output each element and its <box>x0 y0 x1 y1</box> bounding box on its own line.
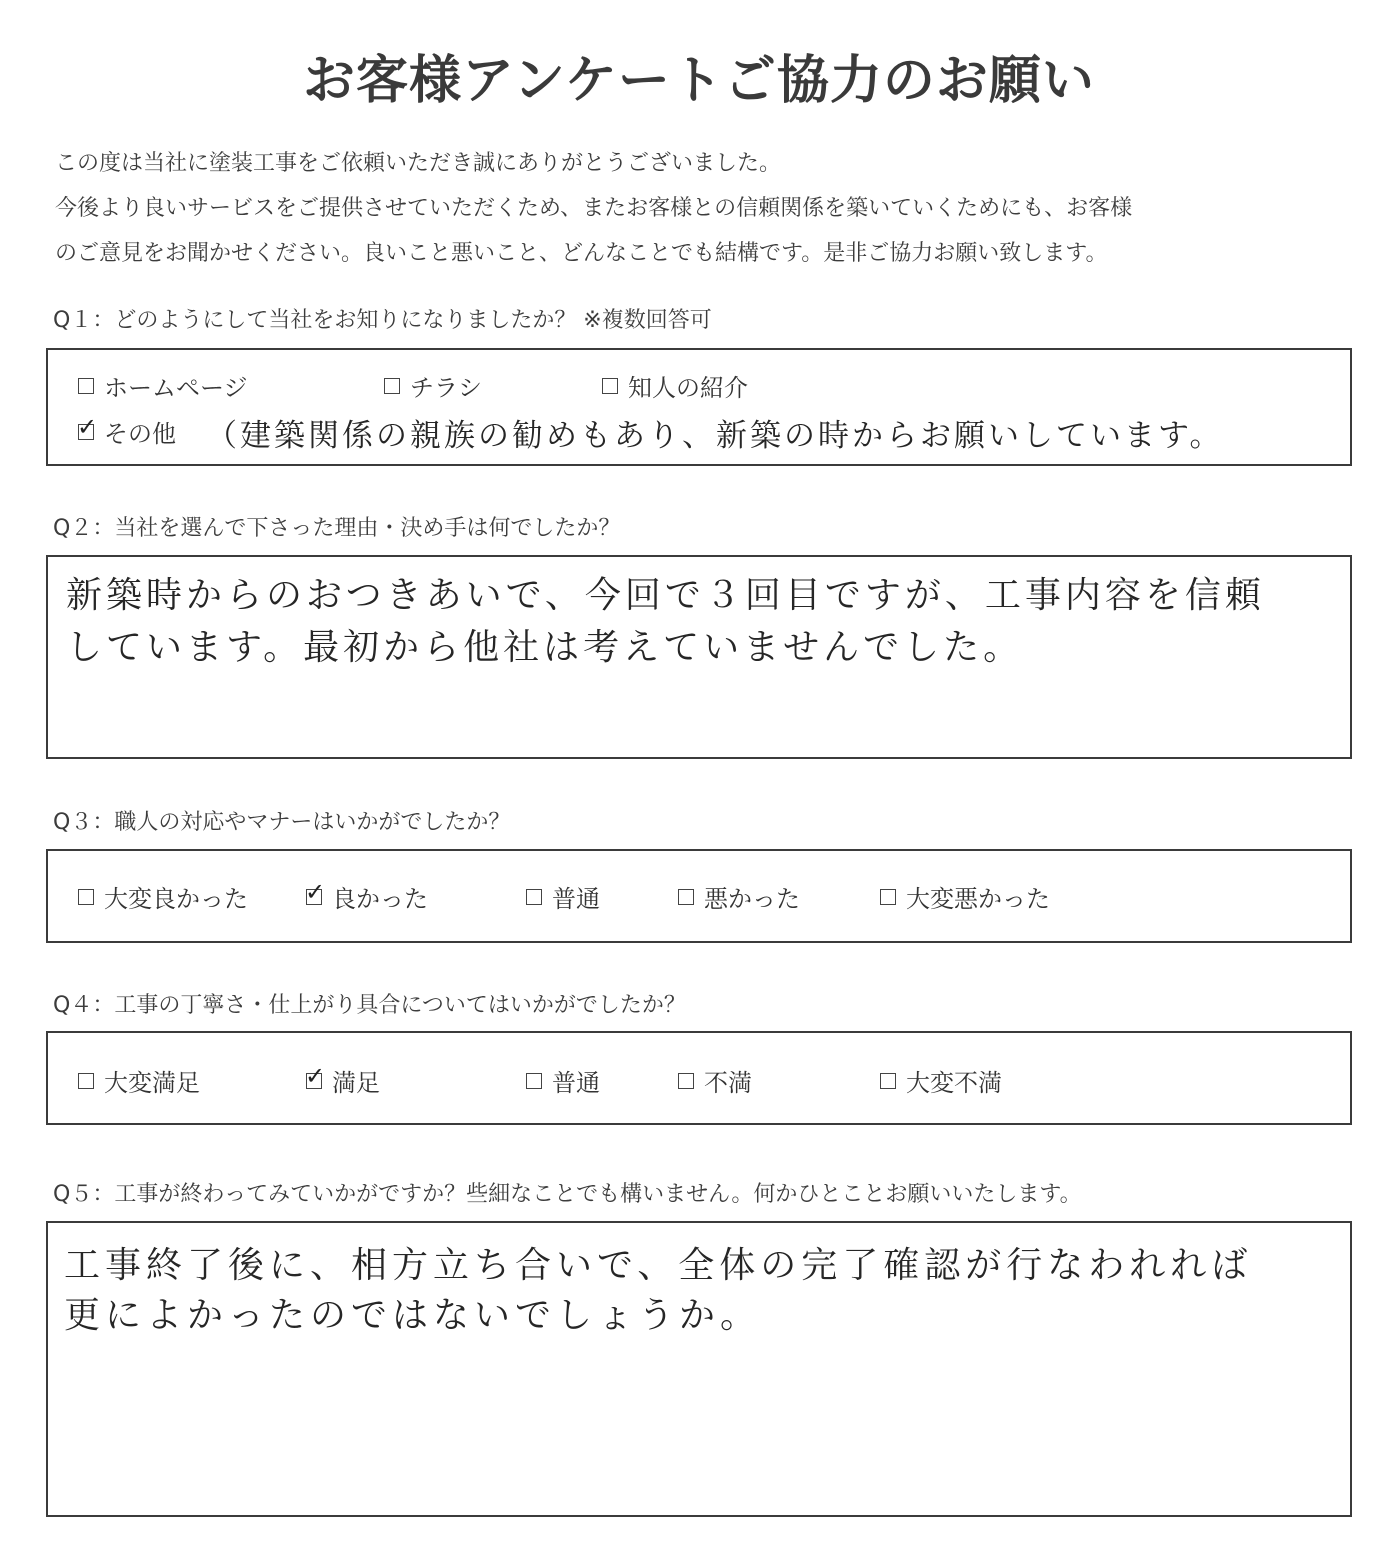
option-label: 満足 <box>332 1069 380 1097</box>
checkbox[interactable] <box>78 378 94 394</box>
option-label: 普通 <box>552 1069 600 1097</box>
checkbox[interactable] <box>78 889 94 905</box>
option-label: 大変不満 <box>906 1069 1002 1097</box>
page-title: お客様アンケートご協力のお願い <box>303 51 1095 111</box>
q4-option-very-satisfied[interactable] <box>78 1063 200 1098</box>
q3-option-bad[interactable] <box>678 879 800 914</box>
q5-label: Q５：工事が終わってみていかがですか？些細なことでも構いません。何かひとことお願いいたします。 <box>53 1182 1082 1207</box>
q4-label: Q４：工事の丁寧さ・仕上がり具合についてはいかがでしたか？ <box>53 993 686 1018</box>
intro-line-2: 今後より良いサービスをご提供させていただくため、またお客様との信頼関係を築いていくためにも、お客様 <box>55 196 1133 221</box>
q2-label: Q２：当社を選んで下さった理由・決め手は何でしたか？ <box>53 516 621 541</box>
q2-handwritten-line-2: しています。最初から他社は考えていませんでした。 <box>66 627 1024 668</box>
q4-answer-box <box>46 1031 1352 1125</box>
q1-option-referral[interactable] <box>602 368 748 403</box>
checkbox[interactable] <box>78 1073 94 1089</box>
q2-handwritten-line-1: 新築時からのおつきあいで、今回で３回目ですが、工事内容を信頼 <box>66 575 1265 616</box>
q3-answer-box <box>46 849 1352 943</box>
checkbox[interactable] <box>880 889 896 905</box>
checkbox[interactable] <box>526 1073 542 1089</box>
option-label: 大変悪かった <box>906 885 1050 913</box>
q1-other-handwritten-answer: （建築関係の親族の勧めもあり、新築の時からお願いしています。 <box>206 418 1224 454</box>
q1-option-other[interactable] <box>78 414 176 449</box>
checkbox[interactable] <box>384 378 400 394</box>
checkbox[interactable] <box>305 1061 326 1090</box>
checkbox[interactable] <box>880 1073 896 1089</box>
q5-answer-box <box>46 1221 1352 1517</box>
option-label: 大変良かった <box>104 885 248 913</box>
check-mark-icon: ✓ <box>77 412 98 441</box>
q3-label: Q３：職人の対応やマナーはいかがでしたか？ <box>53 810 511 835</box>
option-label: ホームページ <box>104 374 248 402</box>
check-mark-icon: ✓ <box>305 877 326 906</box>
q2-answer-box <box>46 555 1352 759</box>
option-label: 良かった <box>332 885 428 913</box>
option-label: チラシ <box>410 374 482 402</box>
q1-option-flyer[interactable] <box>384 368 482 403</box>
checkbox[interactable] <box>678 1073 694 1089</box>
option-label: その他 <box>104 420 176 448</box>
checkbox[interactable] <box>602 378 618 394</box>
check-mark-icon: ✓ <box>305 1061 326 1090</box>
intro-line-1: この度は当社に塗装工事をご依頼いただき誠にありがとうございました。 <box>55 151 782 176</box>
q3-option-very-bad[interactable] <box>880 879 1050 914</box>
q3-option-average[interactable] <box>526 879 600 914</box>
q5-handwritten-line-2: 更によかったのではないでしょうか。 <box>64 1295 762 1336</box>
q1-option-homepage[interactable] <box>78 368 248 403</box>
option-label: 悪かった <box>704 885 800 913</box>
q3-option-very-good[interactable] <box>78 879 248 914</box>
q4-option-very-dissatisfied[interactable] <box>880 1063 1002 1098</box>
q4-option-dissatisfied[interactable] <box>678 1063 752 1098</box>
checkbox[interactable] <box>678 889 694 905</box>
q1-label: Q１：どのようにして当社をお知りになりましたか？ ※複数回答可 <box>53 308 712 333</box>
option-label: 大変満足 <box>104 1069 200 1097</box>
q4-option-average[interactable] <box>526 1063 600 1098</box>
checkbox[interactable] <box>77 412 98 441</box>
q1-answer-box <box>46 348 1352 466</box>
q4-option-satisfied[interactable] <box>306 1063 380 1098</box>
intro-line-3: のご意見をお聞かせください。良いこと悪いこと、どんなことでも結構です。是非ご協力お願い致します。 <box>55 241 1108 266</box>
option-label: 普通 <box>552 885 600 913</box>
checkbox[interactable] <box>305 877 326 906</box>
q3-option-good[interactable] <box>306 879 428 914</box>
checkbox[interactable] <box>526 889 542 905</box>
option-label: 不満 <box>704 1069 752 1097</box>
q5-handwritten-line-1: 工事終了後に、相方立ち合いで、全体の完了確認が行なわれれば <box>64 1245 1253 1286</box>
option-label: 知人の紹介 <box>628 374 748 402</box>
